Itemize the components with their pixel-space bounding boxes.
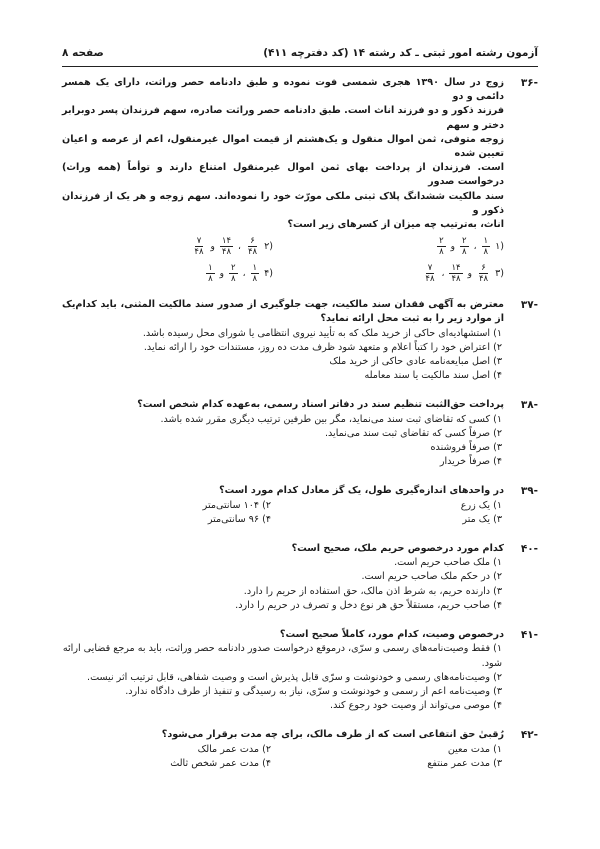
fraction: ۲ ۸ [231,263,236,285]
stem-line: زوجه متوفی، ثمن اموال منقول و یک‌هشتم از قیمت اموال غیرمنقول، اعم از عرصه و اعیان تعیین شده [62,133,504,160]
option-1[interactable]: ۱) مدت معین [447,743,502,755]
option-3[interactable]: ۳) اصل مبایعه‌نامه عادی حاکی از خرید ملک [329,356,502,368]
fraction: ۱ ۸ [208,263,213,285]
option-2[interactable]: ۲) اعتراض خود را کتباً اعلام و متعهد شود ظرف مدت ده روز، مستندات خود را ارائه نماید. [143,341,502,353]
question-stem [62,76,504,232]
fraction: ۱۴ ۴۸ [221,236,232,258]
fraction: ۷ ۴۸ [194,236,204,258]
question-37 [62,298,538,383]
option-4[interactable]: (۴ ۱ ۸ ، ۲ ۸ و ۱ ۸ [208,263,273,285]
option-2[interactable]: ۲) ۱۰۴ سانتی‌متر [202,499,271,511]
question-number: -۳۸ [520,399,538,412]
option-2[interactable]: ۲) وصیت‌نامه‌های رسمی و خودنوشت و سرّی قابل پذیرش است و وصیت شفاهی، قابل ترتیب اثر نیست. [87,671,502,683]
option-3[interactable]: ۳) صرفاً فروشنده [430,442,502,454]
question-40 [62,542,538,613]
question-number: -۴۲ [520,729,538,742]
option-3[interactable]: ۳) وصیت‌نامه اعم از رسمی و خودنوشت و سرّی، نیاز به رسیدگی و تنفیذ از طرف دادگاه ندارد. [125,685,502,697]
option-1[interactable]: (۱ ۱ ۸ ، ۲ ۸ و ۲ ۸ [439,236,504,258]
option-4[interactable]: ۴) اصل سند مالکیت یا سند معامله [364,370,502,382]
option-1[interactable]: ۱) کسی که تقاضای ثبت سند می‌نماید، مگر بین طرفین ترتیب دیگری مقرر شده باشد. [160,413,502,425]
fraction: ۷ ۴۸ [425,263,435,285]
question-stem: کدام مورد درخصوص حریم ملک، صحیح است؟ [291,543,504,555]
option-3[interactable]: ۳) مدت عمر منتفع [427,757,502,769]
question-number: -۳۹ [520,485,538,498]
question-stem: پرداخت حق‌الثبت تنظیم سند در دفاتر اسناد رسمی، به‌عهده کدام شخص است؟ [137,399,504,411]
option-1[interactable]: ۱) ملک صاحب حریم است. [394,557,502,569]
option-4[interactable]: ۴) ۹۶ سانتی‌متر [207,513,271,525]
question-stem: معترض به آگهی فقدان سند مالکیت، جهت جلوگیری از صدور سند مالکیت المثنی، باید کدام‌یک از موارد زیر را به ثبت محل ارائه نماید؟ [62,299,504,325]
option-2[interactable]: ۲) در حکم ملک صاحب حریم است. [361,571,502,583]
fraction: ۲ ۸ [439,236,444,258]
page-number: صفحه ۸ [62,47,104,59]
fraction: ۱۴ ۴۸ [451,263,461,285]
stem-line: فرزند ذکور و دو فرزند اناث است. طبق دادنامه حصر وراثت صادره، سهم فرزندان پسر دوبرابر دختر و سهم [62,105,504,131]
option-2[interactable]: ۲) صرفاً کسی که تقاضای ثبت سند می‌نماید. [324,427,502,439]
fraction-options [62,236,504,284]
option-2[interactable]: ۲) مدت عمر مالک [197,743,271,755]
option-3[interactable]: ۳) دارنده حریم، به شرط اذن مالک، حق استفاده از حریم را دارد. [243,585,502,597]
exam-title: آزمون رشته امور ثبتی ـ کد رشته ۱۴ (کد دفترچه ۴۱۱) [263,47,538,59]
option-4[interactable]: ۴) مدت عمر شخص ثالث [170,757,271,769]
fraction: ۲ ۸ [462,236,467,258]
stem-line: اناث، به‌ترتیب چه میزان از کسرهای زیر است؟ [287,219,504,231]
option-1[interactable]: ۱) فقط وصیت‌نامه‌های رسمی و سرّی، درموقع درخواست صدور دادنامه حصر وراثت، باید به مرجع قضایی ارائه شود. [62,643,502,669]
fraction: ۶ ۴۸ [247,236,258,258]
fraction: ۶ ۴۸ [478,263,489,285]
questions [62,76,538,786]
option-4[interactable]: ۴) صاحب حریم، مستقلاً حق هر نوع دخل و تصرف در حریم را دارد. [235,599,502,611]
option-3[interactable]: (۳ ۶ ۴۸ و ۱۴ ۴۸ ، ۷ ۴۸ [425,263,504,285]
option-1[interactable]: ۱) یک زرع [460,499,502,511]
stem-line: سند مالکیت ششدانگ پلاک ثبتی ملکی مورّث خود را نموده‌اند. سهم زوجه و هر یک از فرزندان ذکور و [62,190,504,216]
question-36 [62,76,538,284]
stem-line: زوج در سال ۱۳۹۰ هجری شمسی فوت نموده و طبق دادنامه حصر وراثت، دارای یک همسر دائمی و دو [62,77,504,103]
question-42 [62,728,538,771]
page-header [62,44,538,62]
question-number: -۳۷ [520,299,538,312]
question-number: -۴۱ [520,629,538,642]
fraction: ۱ ۸ [252,263,258,285]
question-number: -۳۶ [520,77,538,89]
option-2[interactable]: (۲ ۶ ۴۸ ، ۱۴ ۴۸ و ۷ ۴۸ [194,236,273,258]
option-4[interactable]: ۴) موصی می‌تواند از وصیت خود رجوع کند. [330,700,502,712]
option-1[interactable]: ۱) استشهادیه‌ای حاکی از خرید ملک که به تأیید نیروی انتظامی یا شورای محل رسیده باشد. [142,327,502,339]
question-39 [62,484,538,527]
options-grid [62,743,504,771]
question-stem: در واحدهای اندازه‌گیری طول، یک گز معادل کدام مورد است؟ [219,485,504,497]
question-stem: رُقبیٰ حق انتفاعی است که از طرف مالک، برای چه مدت برقرار می‌شود؟ [161,729,504,741]
fraction: ۱ ۸ [483,236,489,258]
option-3[interactable]: ۳) یک متر [462,513,502,525]
question-41 [62,628,538,713]
question-stem: درخصوص وصیت، کدام مورد، کاملاً صحیح است؟ [279,629,504,641]
header-divider [62,66,538,67]
question-38 [62,398,538,469]
question-number: -۴۰ [520,543,538,556]
stem-line: است. فرزندان از پرداخت بهای ثمن اموال غیرمنقول امتناع دارند و توأماً (همه وراث) درخواست صدور [62,162,504,188]
option-4[interactable]: ۴) صرفاً خریدار [439,456,502,468]
options-grid [62,499,504,527]
